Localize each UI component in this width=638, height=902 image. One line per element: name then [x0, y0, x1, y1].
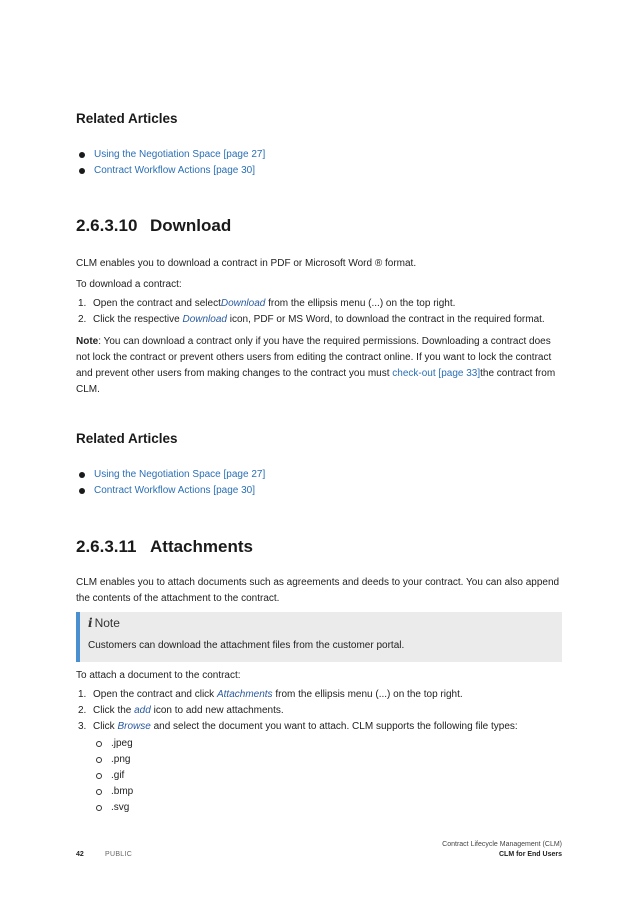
section-number: 2.6.3.10: [76, 216, 138, 235]
link-negotiation-space[interactable]: Using the Negotiation Space [page 27]: [94, 149, 266, 160]
note-label: Note: [76, 336, 99, 347]
section-title: Download: [150, 216, 232, 235]
list-item: 2. Click the respective Download icon, PDF or MS Word, to download the contract in the required format.: [78, 314, 545, 325]
list-item: 2. Click the add icon to add new attachments.: [78, 705, 284, 716]
list-item: [76, 483, 265, 499]
list-item: 3. Click Browse and select the document you want to attach. CLM supports the following file types: .jpeg .png .gif .bmp .svg: [76, 719, 562, 816]
list-item: .png: [93, 752, 562, 768]
download-steps: [76, 296, 562, 328]
list-item: [76, 467, 265, 483]
link-contract-workflow-actions[interactable]: Contract Workflow Actions [page 30]: [94, 485, 256, 496]
ui-term: Download: [220, 298, 266, 309]
related-articles-list: [76, 147, 265, 179]
link-contract-workflow-actions[interactable]: Contract Workflow Actions [page 30]: [94, 165, 256, 176]
footer-page-number: 42: [76, 851, 84, 858]
list-item: 1. Open the contract and click Attachments from the ellipsis menu (...) on the top right.: [78, 689, 463, 700]
link-check-out[interactable]: check-out [page 33]: [392, 368, 481, 379]
ui-term: add: [134, 705, 151, 716]
download-intro: CLM enables you to download a contract in PDF or Microsoft Word ® format.: [76, 258, 417, 269]
list-item: [76, 147, 265, 163]
file-types-list: [93, 736, 562, 816]
list-item: .svg: [93, 800, 562, 816]
related-articles-list: [76, 467, 265, 499]
ui-term: Attachments: [216, 689, 273, 700]
related-articles-heading: Related Articles: [76, 111, 178, 126]
footer-classification: PUBLIC: [105, 851, 133, 858]
section-heading-download: [76, 216, 231, 236]
footer-guide: CLM for End Users: [498, 851, 562, 858]
footer-product: Contract Lifecycle Management (CLM): [442, 841, 562, 848]
list-item: .gif: [93, 768, 562, 784]
ui-term: Download: [182, 314, 227, 325]
attachments-lead: To attach a document to the contract:: [76, 670, 241, 681]
section-number: 2.6.3.11: [76, 537, 137, 556]
download-note: Note: You can download a contract only if you have the required permissions. Downloading a contract does not lock the contract or prevent others users from editing the contract online. If you want to lock the contract and prevent other users from making changes to the contract you must check-out [page 33]the contract from CLM.: [76, 336, 556, 395]
note-title: i Note: [88, 616, 120, 630]
attachments-intro: CLM enables you to attach documents such as agreements and deeds to your contract. You can also append the contents of the attachment to the contract.: [76, 577, 560, 604]
section-heading-attachments: [76, 537, 253, 557]
document-page: [76, 0, 562, 902]
ui-term: Browse: [117, 721, 151, 732]
related-articles-heading: Related Articles: [76, 431, 178, 446]
list-item: 1. Open the contract and selectDownload from the ellipsis menu (...) on the top right.: [78, 298, 456, 309]
note-body: Customers can download the attachment files from the customer portal.: [88, 640, 405, 651]
note-callout: [76, 612, 562, 662]
download-lead: To download a contract:: [76, 279, 182, 290]
list-item: .bmp: [93, 784, 562, 800]
list-item: .jpeg: [93, 736, 562, 752]
attachments-steps: [76, 687, 562, 816]
info-icon: i: [88, 616, 93, 630]
list-item: [76, 163, 265, 179]
link-negotiation-space[interactable]: Using the Negotiation Space [page 27]: [94, 469, 266, 480]
section-title: Attachments: [150, 537, 253, 556]
